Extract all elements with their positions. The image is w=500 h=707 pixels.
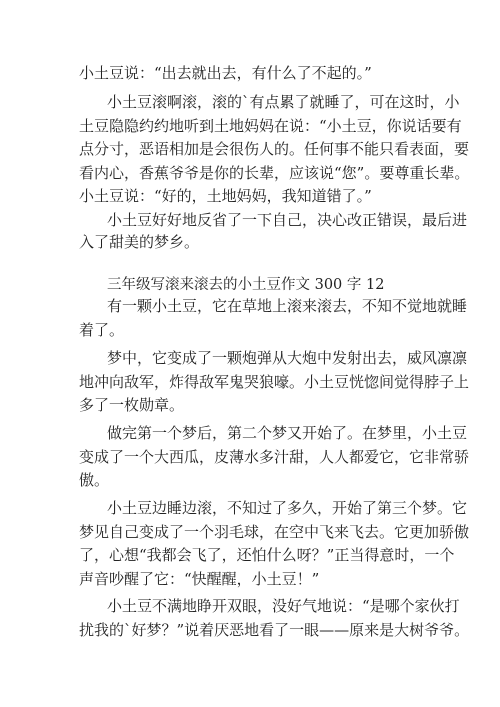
paragraph-line: 地冲向敌军，炸得敌军鬼哭狼嚎。小土豆恍惚间觉得脖子上	[79, 373, 470, 391]
paragraph-line: 小土豆边睡边滚，不知过了多久，开始了第三个梦。它	[107, 499, 468, 517]
paragraph-line: 傲。	[79, 471, 110, 489]
paragraph-line: 着了。	[79, 321, 125, 339]
paragraph-line: 梦中，它变成了一颗炮弹从大炮中发射出去，威风凛凛	[107, 349, 468, 367]
paragraph-line: 扰我的`好梦？”说着厌恶地看了一眼——原来是大树爷爷。	[79, 621, 470, 639]
paragraph-line: 小土豆说：“出去就出去，有什么了不起的。”	[79, 64, 372, 82]
paragraph-line: 梦见自己变成了一个羽毛球，在空中飞来飞去。它更加骄傲	[79, 523, 470, 541]
paragraph-line: 看内心，香蕉爷爷是你的长辈，应该说“您”。要尊重长辈。	[79, 164, 470, 182]
paragraph-line: 小土豆好好地反省了一下自己，决心改正错误，最后进	[107, 211, 468, 229]
paragraph-line: 入了甜美的梦乡。	[79, 233, 200, 251]
paragraph-line: 土豆隐隐约约地听到土地妈妈在说：“小土豆，你说话要有	[79, 117, 462, 135]
paragraph-line: 小土豆不满地睁开双眼，没好气地说：“是哪个家伙打	[107, 597, 460, 615]
section-title: 三年级写滚来滚去的小土豆作文 300 字 12	[107, 277, 385, 293]
paragraph-line: 小土豆说：“好的，土地妈妈，我知道错了。”	[79, 187, 372, 205]
paragraph-line: 点分寸，恶语相加是会很伤人的。任何事不能只看表面，要	[79, 140, 470, 158]
paragraph-line: 有一颗小土豆，它在草地上滚来滚去，不知不觉地就睡	[107, 297, 468, 315]
paragraph-line: 做完第一个梦后，第二个梦又开始了。在梦里，小土豆	[107, 424, 468, 442]
paragraph-line: 声音吵醒了它：“快醒醒，小土豆！”	[79, 570, 320, 588]
paragraph-line: 多了一枚勋章。	[79, 396, 185, 414]
paragraph-line: 了，心想“我都会飞了，还怕什么呀？”正当得意时，一个	[79, 546, 455, 564]
paragraph-line: 小土豆滚啊滚，滚的`有点累了就睡了，可在这时，小	[107, 93, 460, 111]
paragraph-line: 变成了一个大西瓜，皮薄水多汁甜，人人都爱它，它非常骄	[79, 448, 470, 466]
